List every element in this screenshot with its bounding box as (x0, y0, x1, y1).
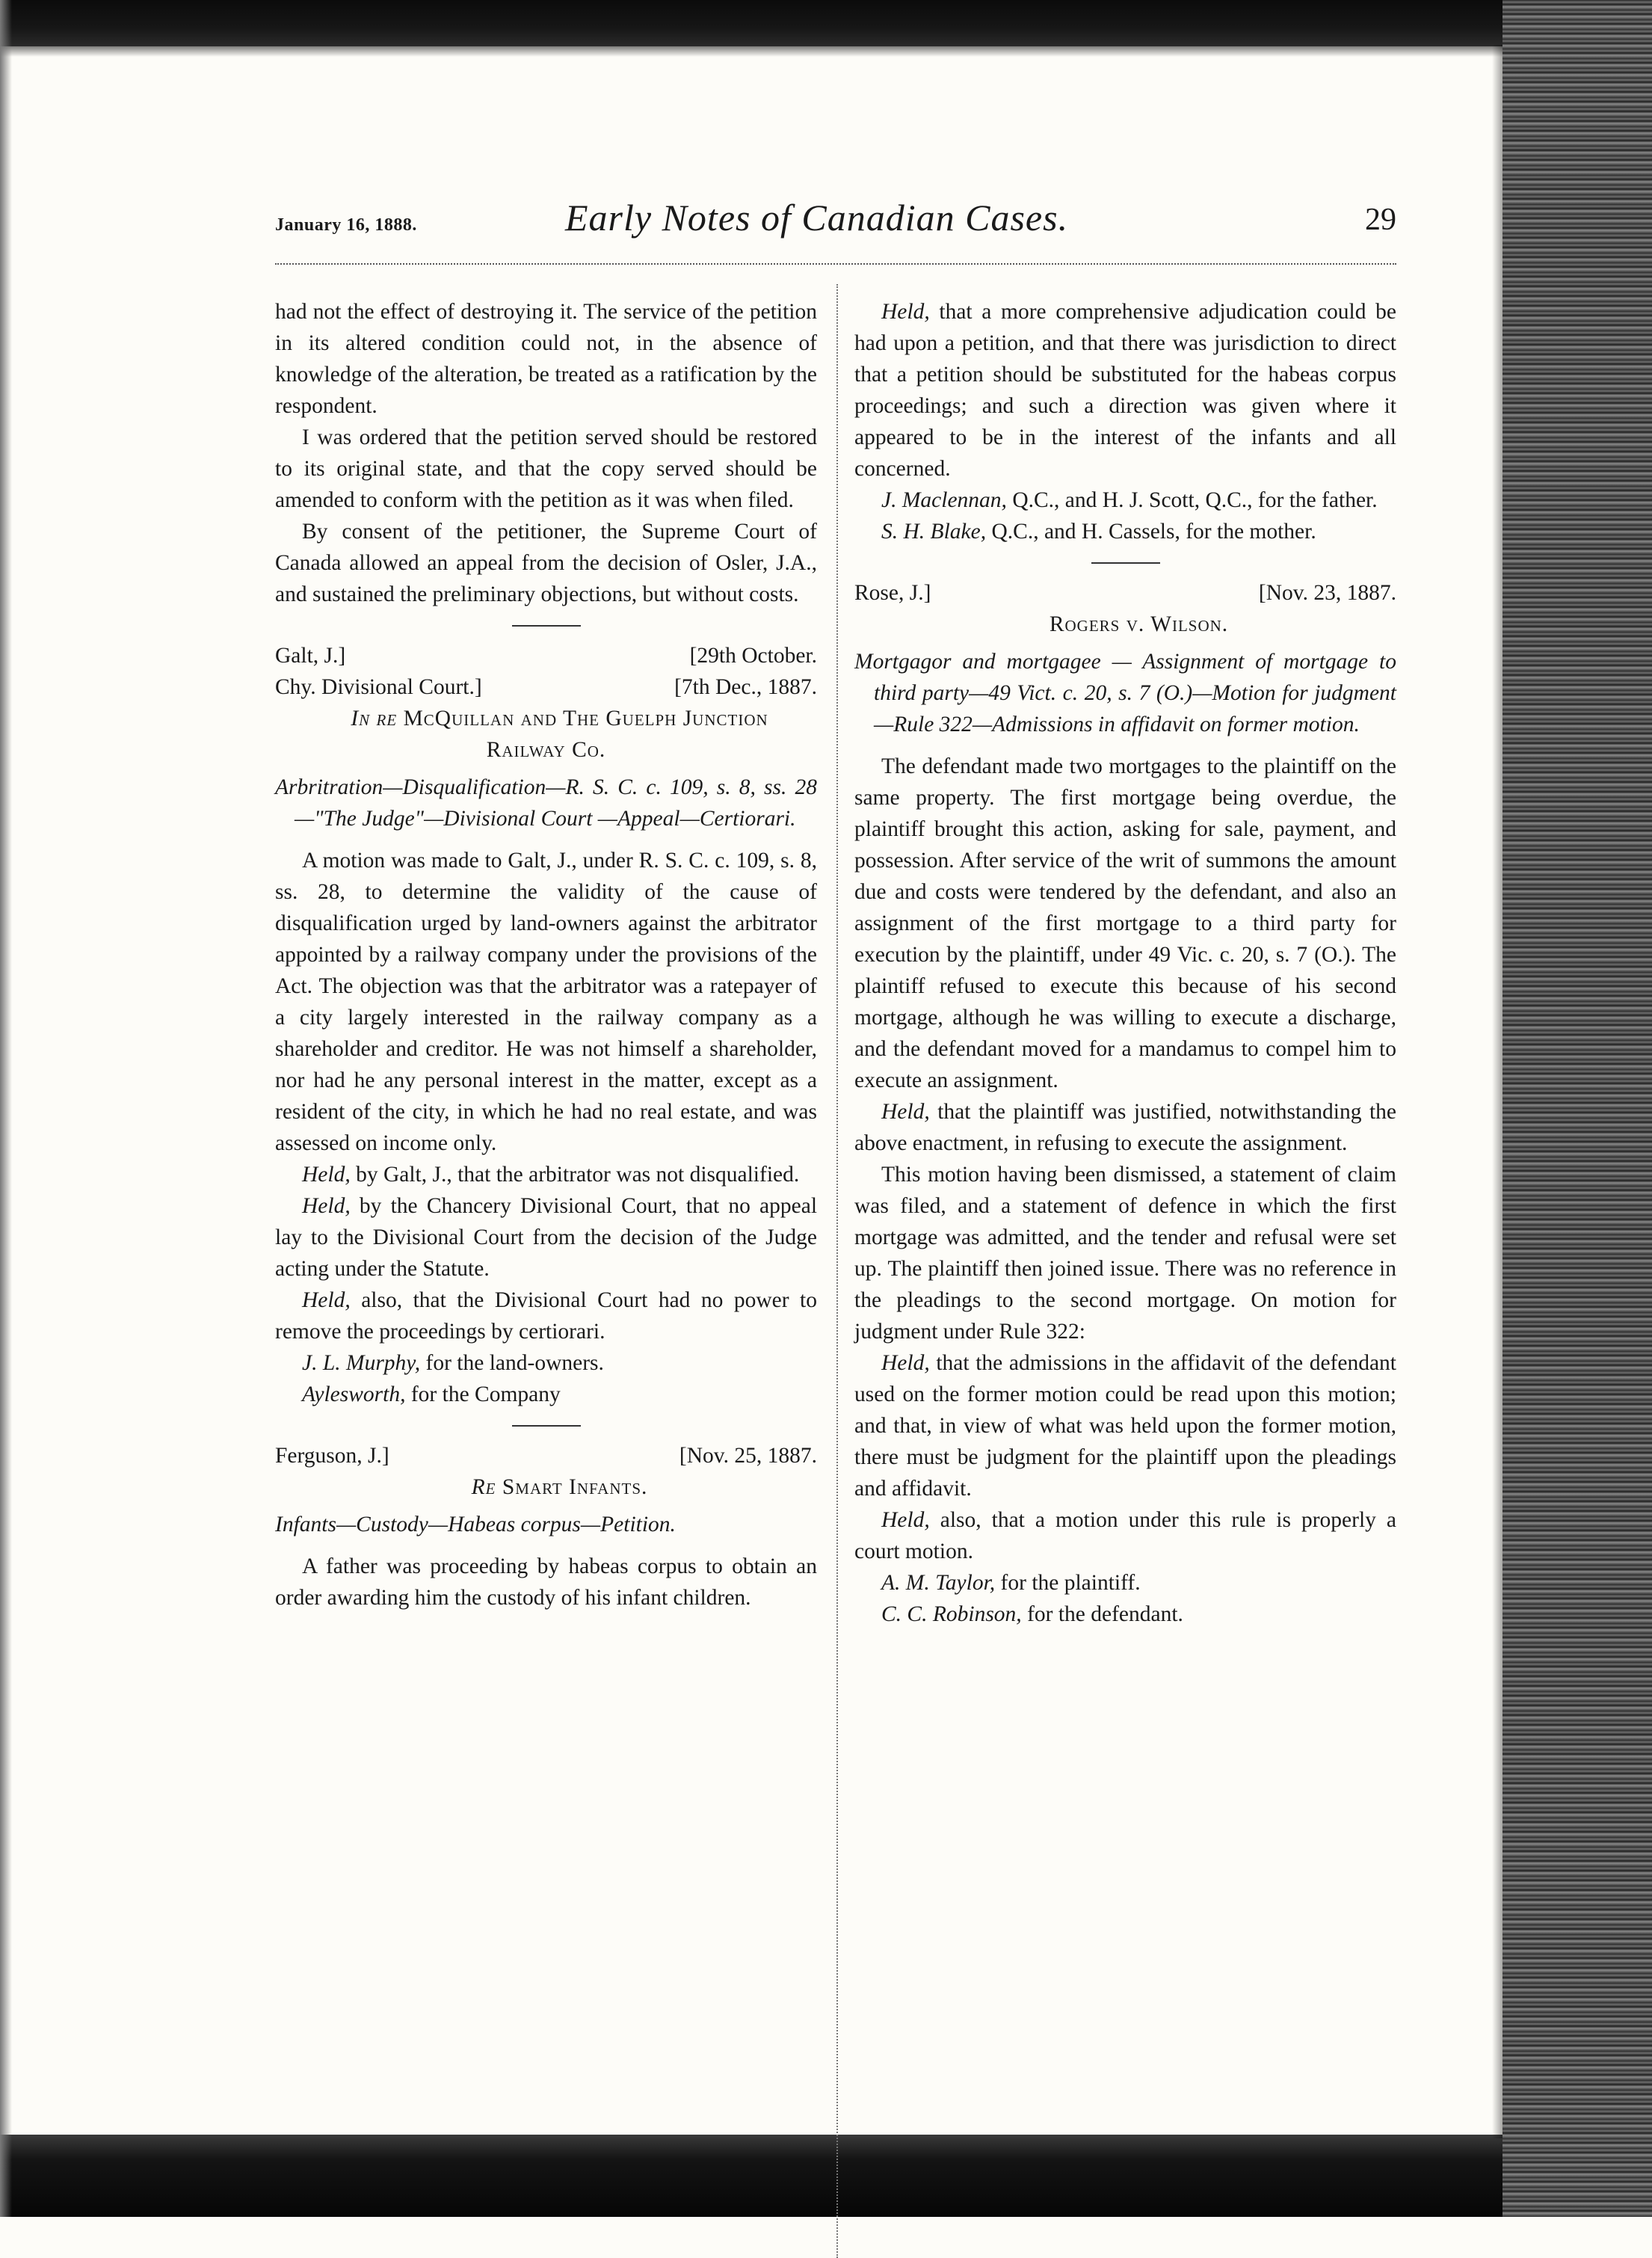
case-title (854, 609, 1396, 640)
held-lead: Held, (302, 1288, 351, 1312)
counsel (854, 1599, 1396, 1630)
case-title (275, 1471, 817, 1503)
case-title-prefix: Re (471, 1475, 496, 1499)
section-separator (512, 625, 581, 627)
counsel-role: for the plaintiff. (1000, 1571, 1141, 1595)
header-rule (275, 263, 1396, 265)
scan-border-bottom (0, 2135, 1652, 2217)
paragraph: A motion was made to Galt, J., under R. S. C. c. 109, s. 8, ss. 28, to determine the validity of the cause of disqualification urged by land-owners against the arbitrator appointed by a railway company under the provisions of the Act. The objection was that the arbitrator was a ratepayer of a city largely interested in the railway company as a shareholder and creditor. He was not himself a shareholder, nor had he any personal interest in the matter, except as a resident of the city, in which he had no real estate, and was assessed on income only. (275, 849, 817, 1155)
held-lead: Held, (302, 1163, 351, 1187)
holding (275, 1285, 817, 1347)
page-number: 29 (1365, 203, 1396, 237)
holding (854, 1504, 1396, 1567)
court: Chy. Divisional Court.] (275, 675, 482, 699)
case-title-text: Smart Infants. (502, 1475, 648, 1499)
paragraph: The defendant made two mortgages to the plaintiff on the same property. The first mortgage being overdue, the plaintiff brought this action, asking for sale, payment, and possession. After service of the writ of summons the amount due and costs were tendered by the defendant, and also an assignment of the first mortgage to a third party for execution by the plaintiff, under 49 Vic. c. 20, s. 7 (O.). The plaintiff refused to execute this because of his second mortgage, although he was willing to execute a discharge, and the defendant moved for a mandamus to compel him to execute an assignment. (854, 754, 1396, 1092)
held-text: also, that the Divisional Court had no power to remove the proceedings by certiorari. (275, 1288, 818, 1344)
paragraph: had not the effect of destroying it. The service of the petition in its altered condition could not, in the absence of knowledge of the alteration, be treated as a ratification by the respondent. (275, 300, 817, 418)
held-text: by the Chancery Divisional Court, that no appeal lay to the Divisional Court from the decision of the Judge acting under the Statute. (275, 1194, 818, 1281)
held-lead: Held, (302, 1194, 351, 1218)
case-title-text: McQuillan and The Guelph Junction Railway Co. (403, 707, 768, 762)
paragraph: By consent of the petitioner, the Supreme Court of Canada allowed an appeal from the decision of Osler, J.A., and sustained the preliminary objections, but without costs. (275, 520, 817, 606)
counsel (854, 516, 1396, 547)
counsel (854, 484, 1396, 516)
held-lead: Held, (881, 1351, 930, 1375)
catchwords: Arbritration—Disqualification—R. S. C. c. 109, s. 8, ss. 28—"The Judge"—Divisional Court —Appeal—Certiorari. (275, 775, 817, 831)
counsel-role: for the Company (410, 1382, 561, 1406)
right-column (854, 296, 1396, 1630)
case-title-prefix: In re (351, 707, 398, 730)
counsel-name: J. L. Murphy, (302, 1351, 421, 1375)
judge: Galt, J.] (275, 644, 346, 668)
running-header (275, 196, 1396, 248)
scan-border-right (1502, 0, 1652, 2217)
counsel (275, 1347, 817, 1379)
holding (854, 1347, 1396, 1504)
counsel (275, 1379, 817, 1410)
held-lead: Held, (881, 1100, 930, 1124)
paragraph: This motion having been dismissed, a statement of claim was filed, and a statement of defence in which the first mortgage was admitted, and the tender and refusal were set up. The plaintiff then joined issue. There was no reference in the pleadings to the second mortgage. On motion for judgment under Rule 322: (854, 1163, 1396, 1344)
scan-shadow-right (1492, 45, 1502, 2138)
paragraph: A father was proceeding by habeas corpus to obtain an order awarding him the custody of his infant children. (275, 1554, 817, 1610)
counsel (854, 1567, 1396, 1599)
counsel-name: C. C. Robinson, (881, 1602, 1022, 1626)
held-text: that a more comprehensive adjudication could be had upon a petition, and that there was jurisdiction to direct that a petition should be substituted for the habeas corpus proceedings; and such a direction was given where it appeared to be in the interest of the infants and all concerned. (854, 300, 1396, 481)
case-date: [29th October. (689, 644, 817, 668)
counsel-name: A. M. Taylor, (881, 1571, 996, 1595)
case-court-line (275, 1440, 817, 1471)
case-date: [Nov. 23, 1887. (1258, 581, 1396, 605)
held-lead: Held, (881, 300, 930, 324)
case-court-line (275, 671, 817, 703)
counsel-role: for the land-owners. (425, 1351, 604, 1375)
counsel-role: for the defendant. (1027, 1602, 1183, 1626)
holding (275, 1159, 817, 1190)
catchwords: Mortgagor and mortgagee — Assignment of mortgage to third party—49 Vict. c. 20, s. 7 (O.)—Motion for judgment—Rule 322—Admissions in affidavit on former motion. (854, 650, 1396, 736)
scan-border-top (0, 0, 1652, 46)
column-divider (836, 284, 838, 2258)
counsel-name: Aylesworth, (302, 1382, 406, 1406)
counsel-name: S. H. Blake, (881, 520, 987, 544)
held-text: by Galt, J., that the arbitrator was not disqualified. (356, 1163, 800, 1187)
section-separator (1091, 562, 1160, 564)
counsel-role: Q.C., and H. J. Scott, Q.C., for the father. (1012, 488, 1378, 512)
paragraph: I was ordered that the petition served should be restored to its original state, and that the copy served should be amended to conform with the petition as it was when filed. (275, 425, 817, 512)
counsel-role: Q.C., and H. Cassels, for the mother. (991, 520, 1316, 544)
judge: Rose, J.] (854, 581, 931, 605)
holding (275, 1190, 817, 1285)
catchwords: Infants—Custody—Habeas corpus—Petition. (275, 1513, 676, 1536)
case-court-line (275, 640, 817, 671)
holding (854, 1096, 1396, 1159)
judge: Ferguson, J.] (275, 1444, 389, 1468)
held-text: also, that a motion under this rule is properly a court motion. (854, 1508, 1397, 1563)
page-title: Early Notes of Canadian Cases. (565, 197, 1069, 239)
scan-border-left (0, 0, 12, 2217)
held-text: that the admissions in the affidavit of the defendant used on the former motion could be read upon this motion; and that, in view of what was held upon the former motion, there must be judgment for the plaintiff upon the pleadings and affidavit. (854, 1351, 1397, 1501)
counsel-name: J. Maclennan, (881, 488, 1007, 512)
left-column (275, 296, 817, 1613)
holding (854, 296, 1396, 484)
held-text: that the plaintiff was justified, notwithstanding the above enactment, in refusing to execute the assignment. (854, 1100, 1397, 1155)
case-date: [Nov. 25, 1887. (679, 1444, 817, 1468)
section-separator (512, 1425, 581, 1427)
case-title (275, 703, 817, 766)
header-date: January 16, 1888. (275, 215, 417, 235)
case-title-text: Rogers v. Wilson. (1049, 612, 1229, 636)
held-lead: Held, (881, 1508, 930, 1532)
case-court-line (854, 577, 1396, 609)
case-date: [7th Dec., 1887. (674, 675, 817, 699)
